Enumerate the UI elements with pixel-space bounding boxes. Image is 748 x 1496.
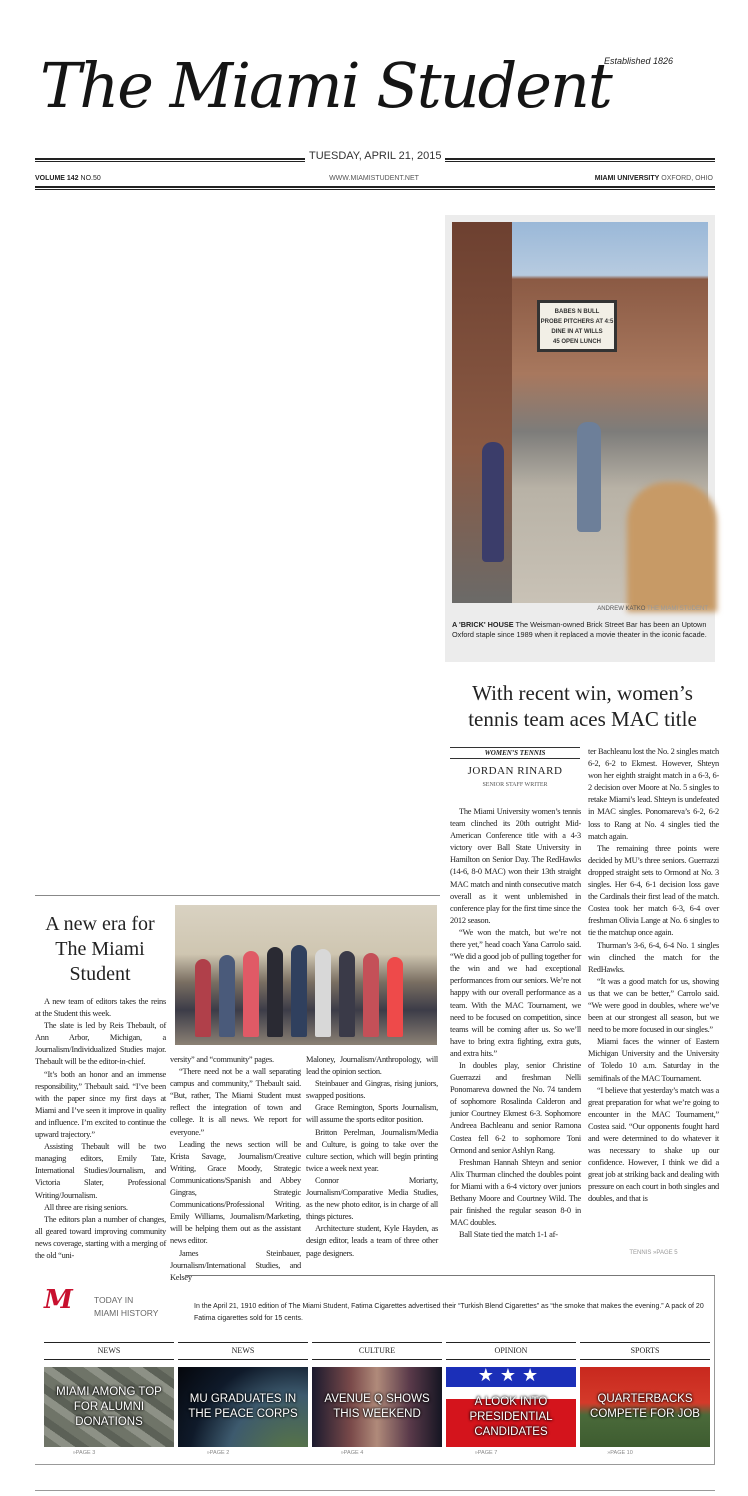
teaser-section: SPORTS: [580, 1342, 710, 1360]
teaser-section: NEWS: [44, 1342, 174, 1360]
paragraph: A new team of editors takes the reins at the Student this week.: [35, 997, 166, 1019]
section-kicker: WOMEN’S TENNIS: [450, 747, 580, 759]
university-info: [595, 175, 713, 182]
new-era-column-2: [170, 1054, 301, 1282]
paragraph: The Miami University women’s tennis team clinched its 20th outright Mid-American Conference title with a 4-3 victory over Ball State University in Hamilton on Senior Day. The RedHawks (14-6, 8-0 MAC) won their 13th straight MAC match and ninth consecutive match overall as it went unblemished in conference play for the first time since the 2012 season.: [450, 807, 581, 925]
teaser-image[interactable]: [44, 1367, 174, 1447]
paragraph: ter Bachleanu lost the No. 2 singles match 6-2, 6-2 to Ekmest. However, Shteyn won her eighth straight match in a 6-3, 6-2 decision over Moore at No. 5 singles to retake Miami’s lead. Shteyn is undefeated in MAC singles. Ponomareva’s 6-2, 6-2 loss to Rang at No. 4 singles tied the match again.: [588, 747, 719, 841]
new-era-headline[interactable]: A new era for The Miami Student: [45, 913, 155, 985]
paragraph: Architecture student, Kyle Hayden, as design editor, leads a team of three other page designers.: [306, 1224, 438, 1258]
person: [219, 955, 235, 1037]
paragraph: Grace Remington, Sports Journalism, will assume the sports editor position.: [306, 1103, 438, 1125]
volume-label: VOLUME 142: [35, 175, 79, 182]
caption-lead: A 'BRICK' HOUSE: [452, 620, 514, 629]
new-era-column-3: [306, 1054, 438, 1258]
paragraph: The slate is led by Reis Thebault, of Ann Arbor, Michigan, a Journalism/Individualized Studies major. Thebault will be the editor-in-chief.: [35, 1021, 166, 1067]
paragraph: Assisting Thebault will be two managing editors, Emily Tate, International Studies/Journalism, and Victoria Slater, Professional Writing/Journalism.: [35, 1142, 166, 1200]
history-label: [94, 1294, 158, 1320]
teaser-headline: A LOOK INTO PRESIDENTIAL CANDIDATES: [469, 1395, 553, 1438]
tennis-column-1: [450, 806, 581, 1258]
masthead-title: The Miami Student: [40, 49, 611, 122]
divider: [35, 895, 440, 896]
teaser-headline: MIAMI AMONG TOP FOR ALUMNI DONATIONS: [56, 1385, 162, 1428]
teaser-news-donations[interactable]: [44, 1342, 174, 1456]
history-label-line: MIAMI HISTORY: [94, 1308, 159, 1318]
teaser-headline: QUARTERBACKS COMPETE FOR JOB: [590, 1393, 700, 1420]
paragraph: Connor Moriarty, Journalism/Comparative Media Studies, as the new photo editor, is in charge of all things pictures.: [306, 1175, 438, 1222]
photo-credit: [452, 606, 708, 612]
marquee-line: BABES N BULL: [554, 309, 600, 315]
teaser-page: »PAGE 10: [607, 1450, 633, 1456]
issue-number: NO.50: [80, 175, 101, 182]
history-label-line: TODAY IN: [94, 1295, 134, 1305]
person: [267, 947, 283, 1037]
pedestrian: [482, 442, 504, 562]
paragraph: In doubles play, senior Christine Guerrazzi and freshman Nelli Ponomareva downed the No. 74 tandem of sophomore Rosalinda Calderon and junior Courtney Ekmest 6-3. Sophomore Andreea Bachleanu and senior Ramona Costea fell 6-2 to sophomore Toni Ormond and senior Ashlyn Rang.: [450, 1060, 581, 1155]
paragraph: Freshman Hannah Shteyn and senior Alix Thurman clinched the doubles point for Miami with a 6-4 victory over juniors Bethany Moore and Courtney Wild. The pair finished the regular season 8-0 in MAC doubles.: [450, 1157, 581, 1228]
teaser-image[interactable]: [580, 1367, 710, 1447]
teaser-page: »PAGE 4: [340, 1450, 364, 1456]
byline-role: SENIOR STAFF WRITER: [482, 782, 548, 788]
paragraph: “We won the match, but we’re not there yet,” head coach Yana Carrolo said. “We did a good job of pulling together for the win and we had exceptional performances from our seniors. We’re not happy with our overall performance as a team. With the MAC Tournament, we need to be focused on competition, since teams will be coming after us. So we’ll have to bring extra fighting, extra guts, and extra hits.”: [450, 927, 581, 1058]
divider: [35, 186, 715, 190]
pedestrian: [627, 482, 717, 612]
divider: [445, 158, 715, 162]
editors-group-photo[interactable]: [175, 905, 437, 1045]
photographer: ANDREW KATKO: [597, 606, 646, 612]
feature-photo-box: [445, 215, 715, 662]
teaser-sports-quarterbacks[interactable]: [580, 1342, 710, 1456]
paragraph: All three are rising seniors.: [44, 1202, 128, 1212]
teaser-section: OPINION: [446, 1342, 576, 1360]
teaser-culture-avenue-q[interactable]: [312, 1342, 442, 1456]
paragraph: “It’s both an honor and an immense responsibility,” Thebault said. “I’ve been with the paper since my first days at Miami and I’ve seen it improve in quality and influence. I’m excited to continue the upward trajectory.”: [35, 1069, 166, 1140]
tennis-column-2: [588, 746, 719, 1246]
marquee-line: 45 OPEN LUNCH: [552, 339, 601, 345]
jump-link[interactable]: TENNIS »PAGE 5: [629, 1250, 678, 1256]
paragraph: Steinbauer and Gingras, rising juniors, swapped positions.: [306, 1079, 438, 1101]
issue-date: TUESDAY, APRIL 21, 2015: [309, 150, 442, 162]
website-link[interactable]: WWW.MIAMISTUDENT.NET: [329, 175, 419, 182]
teaser-section: CULTURE: [312, 1342, 442, 1360]
person: [339, 951, 355, 1037]
miami-logo-icon: M: [44, 1285, 73, 1315]
teaser-news-peace-corps[interactable]: [178, 1342, 308, 1456]
credit-org: THE MIAMI STUDENT: [647, 606, 708, 612]
paragraph: “There need not be a wall separating campus and community,” Thebault said. “But, rather, The Miami Student must reflect the integration of town and college. It is all news. We report for everyone.”: [170, 1067, 301, 1137]
paragraph: Leading the news section will be Krista Savage, Journalism/Creative Writing, Grace Moody, Strategic Communications/Spanish and Abbey Gingras, Strategic Communications/Professional Writing. Emily Williams, Journalism/Marketing, will be helping them out as the assistant news editor.: [170, 1139, 301, 1246]
paragraph: “I believe that yesterday’s match was a great preparation for what we’re going to encounter in the MAC Tournament,” Costea said. “Our opponents fought hard and were determined to do whatever it was necessary to shake up our confidence. However, I think we did a great job at striking back and dealing with pressure on each court in both singles and doubles, and that is: [588, 1085, 719, 1204]
teaser-image[interactable]: [446, 1367, 576, 1447]
caption-text: The Weisman-owned Brick Street Bar has been an Uptown Oxford staple since 1989 when it replaced a movie theater in the iconic facade.: [452, 620, 707, 639]
person: [291, 945, 307, 1037]
person: [315, 949, 331, 1037]
teaser-headline: AVENUE Q SHOWS THIS WEEKEND: [324, 1393, 430, 1420]
person: [387, 957, 403, 1037]
location: OXFORD, OHIO: [661, 175, 713, 182]
history-text: In the April 21, 1910 edition of The Miami Student, Fatima Cigarettes advertised their “Turkish Blend Cigarettes” as “the smoke that makes the evening.” A pack of 20 Fatima cigarettes sold for 15 cents.: [194, 1303, 704, 1322]
person: [195, 959, 211, 1037]
paragraph: “It was a good match for us, showing us that we can be better,” Carrolo said. “We were good in doubles, where we’ve been at our strongest all season, but we need to be more focused in our singles.”: [588, 976, 719, 1035]
paragraph: James Steinbauer, Journalism/International Studies, and Kelsey: [170, 1248, 301, 1282]
photo-caption: [452, 620, 708, 640]
paragraph: versity” and “community” pages.: [170, 1055, 274, 1064]
university-name: MIAMI UNIVERSITY: [594, 175, 660, 182]
volume-info: [35, 175, 101, 182]
teaser-headline: MU GRADUATES IN THE PEACE CORPS: [188, 1393, 298, 1420]
new-era-column-1: [35, 996, 166, 1258]
marquee-sign: [537, 300, 617, 352]
teaser-image[interactable]: [178, 1367, 308, 1447]
divider: [185, 1275, 715, 1276]
star-icon: ★★★: [477, 1365, 545, 1385]
paragraph: Thurman’s 3-6, 6-4, 6-4 No. 1 singles win clinched the match for the RedHawks.: [588, 940, 719, 974]
person: [243, 951, 259, 1037]
teaser-page: »PAGE 7: [474, 1450, 498, 1456]
marquee-line: PROBE PITCHERS AT 4:5: [540, 319, 614, 325]
tennis-headline[interactable]: With recent win, women’s tennis team aces MAC title: [468, 681, 697, 731]
divider: [35, 1490, 715, 1491]
byline-author: JORDAN RINARD: [467, 765, 563, 777]
pedestrian: [577, 422, 601, 532]
teaser-opinion-candidates[interactable]: [446, 1342, 576, 1456]
person: [363, 953, 379, 1037]
teaser-page: »PAGE 3: [72, 1450, 96, 1456]
paragraph: Maloney, Journalism/Anthropology, will lead the opinion section.: [306, 1055, 438, 1077]
marquee-line: DINE IN AT WILLS: [551, 329, 603, 335]
paragraph: The editors plan a number of changes, all geared toward improving community news coverage, starting with a merging of the old “uni-: [35, 1214, 166, 1260]
paragraph: Ball State tied the match 1-1 af-: [459, 1230, 558, 1240]
established-label: Established 1826: [604, 56, 674, 66]
paragraph: Britton Perelman, Journalism/Media and Culture, is going to take over the culture section, which will begin printing twice a week next year.: [306, 1127, 438, 1173]
divider: [35, 158, 305, 162]
paragraph: The remaining three points were decided by MU’s three seniors. Guerrazzi dropped straight sets to Ormond at No. 3 singles. Her 6-4, 6-1 decision loss gave the Cardinals their first lead of the match. Costea took her match 6-3, 6-4 over freshman Olivia Lange at No. 6 singles to tie the matchup once again.: [588, 843, 719, 938]
teaser-page: »PAGE 2: [206, 1450, 230, 1456]
feature-photo[interactable]: [452, 222, 708, 603]
teaser-section: NEWS: [178, 1342, 308, 1360]
paragraph: Miami faces the winner of Eastern Michigan University and the University of Toledo 10 a.m. Saturday in the semifinals of the MAC Tournament.: [588, 1037, 719, 1083]
teaser-image[interactable]: [312, 1367, 442, 1447]
